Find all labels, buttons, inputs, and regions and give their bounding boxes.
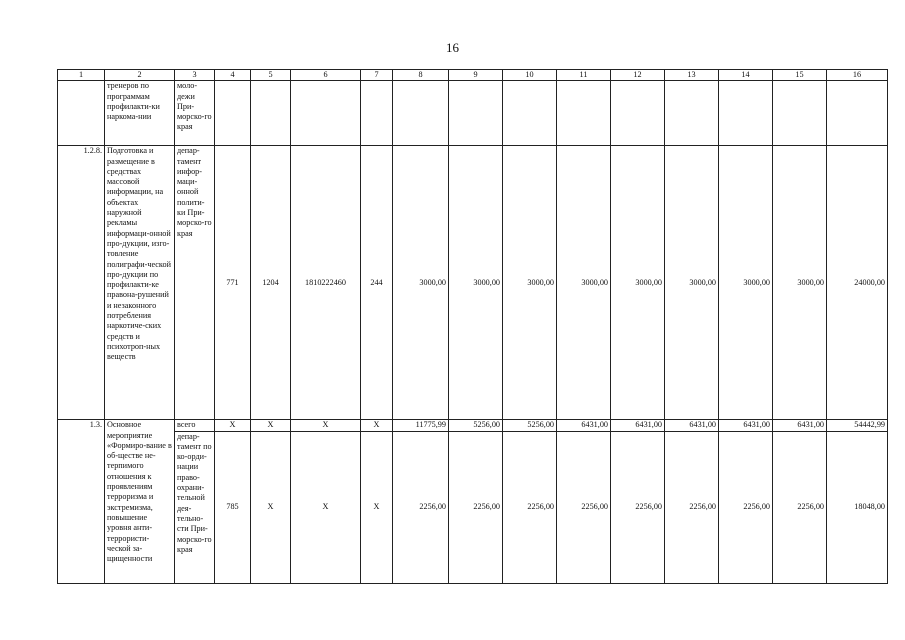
amount-cell: 3000,00 — [665, 146, 719, 420]
total-cell: 54442,99 — [827, 420, 888, 431]
code-cell — [291, 81, 361, 146]
header-cell: 8 — [393, 70, 449, 81]
header-cell: 6 — [291, 70, 361, 81]
amount-cell: 6431,00 — [773, 420, 827, 431]
amount-cell: 3000,00 — [449, 146, 503, 420]
amount-cell — [503, 81, 557, 146]
code-cell: X — [251, 431, 291, 583]
code-cell — [251, 81, 291, 146]
amount-cell — [665, 81, 719, 146]
amount-cell: 2256,00 — [665, 431, 719, 583]
amount-cell: 3000,00 — [611, 146, 665, 420]
code-cell: X — [215, 420, 251, 431]
page-number: 16 — [446, 40, 459, 55]
amount-cell: 3000,00 — [719, 146, 773, 420]
amount-cell: 6431,00 — [611, 420, 665, 431]
table-header-row — [58, 70, 888, 81]
code-cell: 1810222460 — [291, 146, 361, 420]
budget-table — [57, 69, 888, 584]
amount-cell — [557, 81, 611, 146]
header-cell: 2 — [105, 70, 175, 81]
amount-cell — [611, 81, 665, 146]
amount-cell: 6431,00 — [557, 420, 611, 431]
code-cell: 1204 — [251, 146, 291, 420]
code-cell: X — [291, 420, 361, 431]
activity-name: Основное мероприятие «Формиро-вание в об-ществе не-терпимого отношения к проявлениям терроризма и экстремизма, повышение уровня анти-террористи-ческой за-щищенности — [105, 420, 175, 583]
header-cell: 15 — [773, 70, 827, 81]
amount-cell: 2256,00 — [557, 431, 611, 583]
executor: всего — [175, 420, 215, 431]
total-cell — [827, 81, 888, 146]
amount-cell: 2256,00 — [503, 431, 557, 583]
table-row — [58, 431, 888, 583]
code-cell: 771 — [215, 146, 251, 420]
header-cell: 9 — [449, 70, 503, 81]
amount-cell: 6431,00 — [665, 420, 719, 431]
header-cell: 13 — [665, 70, 719, 81]
code-cell: X — [361, 431, 393, 583]
amount-cell: 2256,00 — [393, 431, 449, 583]
amount-cell — [393, 81, 449, 146]
amount-cell: 6431,00 — [719, 420, 773, 431]
activity-name: Подготовка и размещение в средствах массовой информации, на объектах наружной рекламы информаци-онной про-дукции, изго-товление полиграфи-ческой про-дукции по профилакти-ке правона-рушений и незаконного потребления наркотиче-ских средств и психотроп-ных веществ — [105, 146, 175, 420]
amount-cell — [719, 81, 773, 146]
header-cell: 7 — [361, 70, 393, 81]
header-cell: 16 — [827, 70, 888, 81]
amount-cell — [449, 81, 503, 146]
code-cell: X — [361, 420, 393, 431]
amount-cell: 2256,00 — [773, 431, 827, 583]
amount-cell: 3000,00 — [503, 146, 557, 420]
executor: моло-дежи При-морско-го края — [175, 81, 215, 146]
amount-cell: 3000,00 — [393, 146, 449, 420]
header-cell: 1 — [58, 70, 105, 81]
executor: депар-тамент по ко-орди-нации право-охрани-тельной дея-тельно-сти При-морско-го края — [175, 431, 215, 583]
amount-cell: 2256,00 — [719, 431, 773, 583]
code-cell: 244 — [361, 146, 393, 420]
amount-cell: 11775,99 — [393, 420, 449, 431]
executor: депар-тамент инфор-маци-онной полити-ки При-морско-го края — [175, 146, 215, 420]
amount-cell: 3000,00 — [773, 146, 827, 420]
row-number: 1.3. — [58, 420, 105, 583]
code-cell: 785 — [215, 431, 251, 583]
amount-cell: 2256,00 — [611, 431, 665, 583]
amount-cell: 3000,00 — [557, 146, 611, 420]
header-cell: 10 — [503, 70, 557, 81]
table-row — [58, 146, 888, 420]
header-cell: 14 — [719, 70, 773, 81]
code-cell: X — [251, 420, 291, 431]
activity-name: тренеров по программам профилакти-ки наркома-нии — [105, 81, 175, 146]
header-cell: 5 — [251, 70, 291, 81]
total-cell: 18048,00 — [827, 431, 888, 583]
header-cell: 12 — [611, 70, 665, 81]
total-cell: 24000,00 — [827, 146, 888, 420]
header-cell: 4 — [215, 70, 251, 81]
table-row — [58, 420, 888, 431]
header-cell: 3 — [175, 70, 215, 81]
table-row — [58, 81, 888, 146]
amount-cell: 2256,00 — [449, 431, 503, 583]
row-number — [58, 81, 105, 146]
amount-cell: 5256,00 — [503, 420, 557, 431]
code-cell: X — [291, 431, 361, 583]
code-cell — [215, 81, 251, 146]
header-cell: 11 — [557, 70, 611, 81]
code-cell — [361, 81, 393, 146]
row-number: 1.2.8. — [58, 146, 105, 420]
amount-cell — [773, 81, 827, 146]
amount-cell: 5256,00 — [449, 420, 503, 431]
